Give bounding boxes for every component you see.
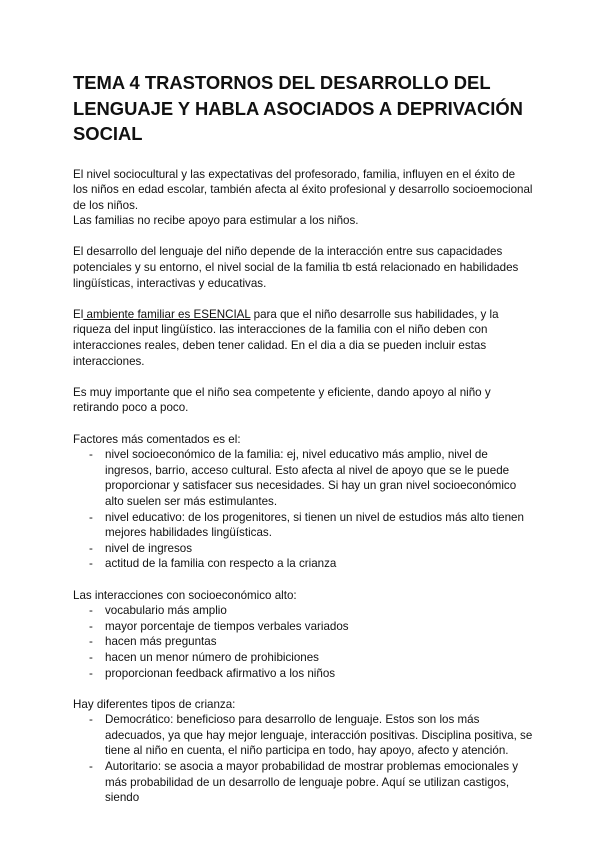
list-item: - actitud de la familia con respecto a la crianza <box>73 556 533 572</box>
list-item: - nivel educativo: de los progenitores, si tienen un nivel de estudios más alto tienen mejores habilidades lingüísticas. <box>73 510 533 541</box>
list-item: - nivel de ingresos <box>73 541 533 557</box>
list-item: - hacen un menor número de prohibiciones <box>73 650 533 666</box>
list-item: - mayor porcentaje de tiempos verbales variados <box>73 619 533 635</box>
list-item: - vocabulario más amplio <box>73 603 533 619</box>
list-item: - nivel socioeconómico de la familia: ej, nivel educativo más amplio, nivel de ingresos, barrio, acceso cultural. Esto afecta al nivel de apoyo que se le puede proporcionar y satisfacer sus necesidades. Si hay un gran nivel socioeconómico alto suelen ser más estimulantes. <box>73 447 533 509</box>
ambiente-rest-text: para que el niño desarrolle sus habilidades, y la riqueza del input lingüístico. las interacciones de la familia con el niño deben con interacciones reales, deben tener calidad. En el dia a dia se pueden incluir estas interacciones. <box>73 307 499 368</box>
list-item: - Democrático: beneficioso para desarrollo de lenguaje. Estos son los más adecuados, ya que hay mejor lenguaje, interacción positivas. Disciplina positiva, se tiene al niño en cuenta, el niño participa en todo, hay apoyo, afecto y atención. <box>73 712 533 759</box>
list-item: - hacen más preguntas <box>73 634 533 650</box>
paragraph-desarrollo-lenguaje: El desarrollo del lenguaje del niño depende de la interacción entre sus capacidades potenciales y su entorno, el nivel social de la familia tb está relacionado en habilidades lingüísticas, interactivas y educativas. <box>73 245 519 290</box>
list-item: - proporcionan feedback afirmativo a los niños <box>73 666 533 682</box>
document-body <box>73 70 533 806</box>
paragraph-competente: Es muy importante que el niño sea competente y eficiente, dando apoyo al niño y retirando poco a poco. <box>73 385 491 415</box>
factores-heading: Factores más comentados es el: <box>73 432 241 446</box>
page-title: TEMA 4 TRASTORNOS DEL DESARROLLO DEL LENGUAJE Y HABLA ASOCIADOS A DEPRIVACIÓN SOCIAL <box>73 72 523 144</box>
ambiente-lead-text: El <box>73 307 84 321</box>
paragraph-ambiente-familiar <box>73 307 533 369</box>
paragraph-sociocultural: El nivel sociocultural y las expectativas del profesorado, familia, influyen en el éxito de los niños en edad escolar, también afecta al éxito profesional y desarrollo socioemocional de los niños. <box>73 167 533 212</box>
crianza-list <box>73 712 533 806</box>
interacciones-heading: Las interacciones con socioeconómico alto: <box>73 588 297 602</box>
factores-list <box>73 447 533 572</box>
list-item: - Autoritario: se asocia a mayor probabilidad de mostrar problemas emocionales y más probabilidad de un desarrollo de lenguaje pobre. Aquí se utilizan castigos, siendo <box>73 759 533 806</box>
ambiente-underlined-text: ambiente familiar es ESENCIAL <box>83 307 251 321</box>
crianza-heading: Hay diferentes tipos de crianza: <box>73 697 236 711</box>
interacciones-list <box>73 603 533 681</box>
paragraph-familias-apoyo: Las familias no recibe apoyo para estimular a los niños. <box>73 214 359 228</box>
